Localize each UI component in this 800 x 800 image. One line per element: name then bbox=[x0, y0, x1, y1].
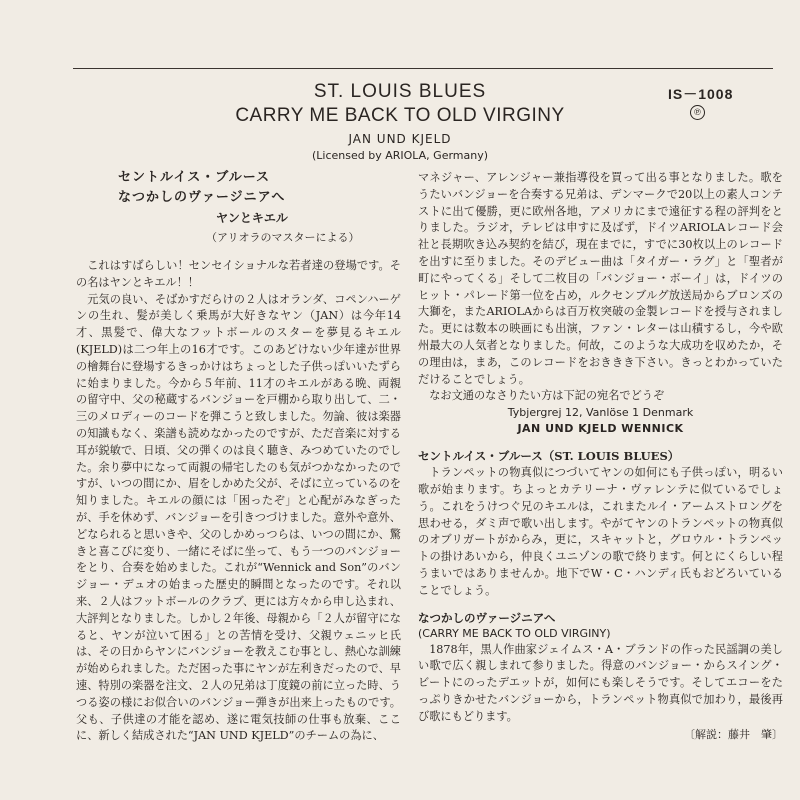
section-body-virginy: 1878年，黒人作曲家ジェイムス・A・ブランドの作った民謡調の美しい歌で広く親しまれて参りました。得意のバンジョー・からスイング・ビートにのったデエットが，如何にも楽しそうです。そしてエコーをたっぷりきかせたバンジョーから，トランペット物真似で加わり，最後再び歌にもどります。 bbox=[418, 642, 783, 723]
title-block bbox=[150, 80, 650, 164]
section-title-virginy-en: (CARRY ME BACK TO OLD VIRGINY) bbox=[418, 626, 611, 640]
license-note: (Licensed by ARIOLA, Germany) bbox=[311, 149, 489, 162]
catalog-number: IS－1008 bbox=[668, 86, 734, 102]
jp-artist: ヤンとキエル bbox=[216, 211, 288, 225]
intro-paragraph: これはすばらしい！センセイショナルな若者達の登場です。その名はヤンとキエル！！ bbox=[76, 259, 401, 289]
story-paragraph: 元気の良い、そばかすだらけの２人はオランダ、コペンハーゲンの生れ、髪が美しく乗馬が大好きなヤン（JAN）は今年14才、黒髪で、偉大なフットボールのスターを夢見るキエル(KJELD)は二つ年上の16才です。このあどけない少年達が世界の檜舞台に登場するきっかけはちょっとした子供っぽいいたずらに始まりました。今から５年前、11才のキエルがある晩、両親の留守中、父の秘蔵するバンジョーを戸棚から取り出して、二・三のメロディーのコードを弾こうと致しました。勿論、彼は楽器の知識もなく、楽譜も読めなかったのですが、ただ音楽に対する耳が鋭敏で、日頃、父の弾くのは良く聴き、みつめていたのでした。余り夢中になって両親の帰宅したのも気がつかなかったのですが、いつの間にか、眉をしかめた父が、そばに立っているのを知りました。キエルの顔には「困ったぞ」と心配がみなぎったが、手を休めず、バンジョーを引きつづけました。意外や意外、どなられると思いきや、父のしかめっつらは、いつの間にか、驚きと喜こびに変り、一緒にそばに坐って、もう一つのバンジョーをとり、合奏を始めました。これが“Wennick and Son”のバンジョー・デュオの始まった歴史的瞬間となったのです。それ以来、２人はフットボールのクラブ、更には方々から申し込まれ、大評判となりました。しかし２年後、母親から「２人が留守になると、ヤンが泣いて困る」との苦情を受け、父親ウェニッヒ氏は、その日からヤンにバンジョーを教えこむ事とし、熱心な訓練が始められました。ただ困った事にヤンが左利きだったので、早速、特別の楽器を注文、２人の兄弟は丁度鏡の前に立った時、うつる姿の様にお似合いのバンジョー弾きが出来上ったものです。父も、子供達の才能を認め、遂に電気技師の仕事も放棄、ここに、新しく結成された“JAN UND KJELD”のチームの為に、 bbox=[76, 292, 401, 743]
right-column bbox=[418, 170, 783, 742]
jp-title-1: セントルイス・ブルース bbox=[118, 170, 271, 185]
left-column bbox=[76, 168, 401, 745]
address-name: JAN UND KJELD WENNICK bbox=[517, 422, 684, 436]
phonogram-icon: ℗ bbox=[690, 105, 705, 120]
artist-name: JAN UND KJELD bbox=[348, 132, 452, 146]
jp-master-note: （アリオラのマスターによる） bbox=[206, 231, 360, 244]
top-rule bbox=[73, 68, 773, 69]
section-title-st-louis: セントルイス・ブルース（ST. LOUIS BLUES） bbox=[418, 449, 680, 464]
title-carry-me-back: CARRY ME BACK TO OLD VIRGINY bbox=[235, 105, 565, 126]
commentary-credit: 〔解説：藤井 肇〕 bbox=[684, 727, 783, 741]
section-title-virginy-jp: なつかしのヴァージニアへ bbox=[418, 610, 556, 625]
section-body-st-louis: トランペットの物真似につづいてヤンの如何にも子供っぽい，明るい歌が始まります。ちよっとカテリーナ・ヴァレンテに似ているでしょう。これをうけつぐ兄のキエルは，これまたルイ・アームストロングを思わせる，ダミ声で歌い出します。やがてヤンのトランペットの物真似のオブリガートがからみ，更に，スキャットと，グロウル・トランペットの掛けあいから，仲良くユニゾンの歌で終ります。何とにくらしい程うまいではありませんか。地下でW・C・ハンディ氏もおどろいていることでしょう。 bbox=[418, 466, 783, 597]
jp-title-2: なつかしのヴァージニアへ bbox=[118, 190, 286, 205]
correspondence-note: なお文通のなさりたい方は下記の宛名でどうぞ bbox=[429, 389, 665, 403]
story-continued: マネジャー、アレンジャー兼指導役を買って出る事となりました。歌をうたいバンジョーを合奏する兄弟は、デンマークで20以上の素人コンテストに出て優勝，更に欧州各地，アメリカにまで遠征する程の評判をとりました。ラジオ，テレビは申すに及ばず，ドイツARIOLAレコード会社と長期吹き込み契約を結び，現在までに，すでに30枚以上のレコードを出すに至りました。そのデビュー曲は「タイガー・ラグ」と「聖者が町にやってくる」そして二枚目の「バンジョー・ボーイ」は，ドイツのヒット・パレード第一位を占め，ルクセンブルグ放送局からブロンズの大獅を，またARIOLAからは百万枚突破の金製レコードを授与されました。更には数本の映画にも出演，ファン・レターは山積するし，今や欧州最大の人気者となりました。何故，このような大成功を収めたか，その理由は，まあ，このレコードをおききき下さい。きっとわかっていただけることでしょう。 bbox=[418, 171, 783, 386]
title-st-louis-blues: ST. LOUIS BLUES bbox=[313, 81, 487, 102]
address-line: Tybjergrej 12, Vanlöse 1 Denmark bbox=[507, 406, 694, 420]
